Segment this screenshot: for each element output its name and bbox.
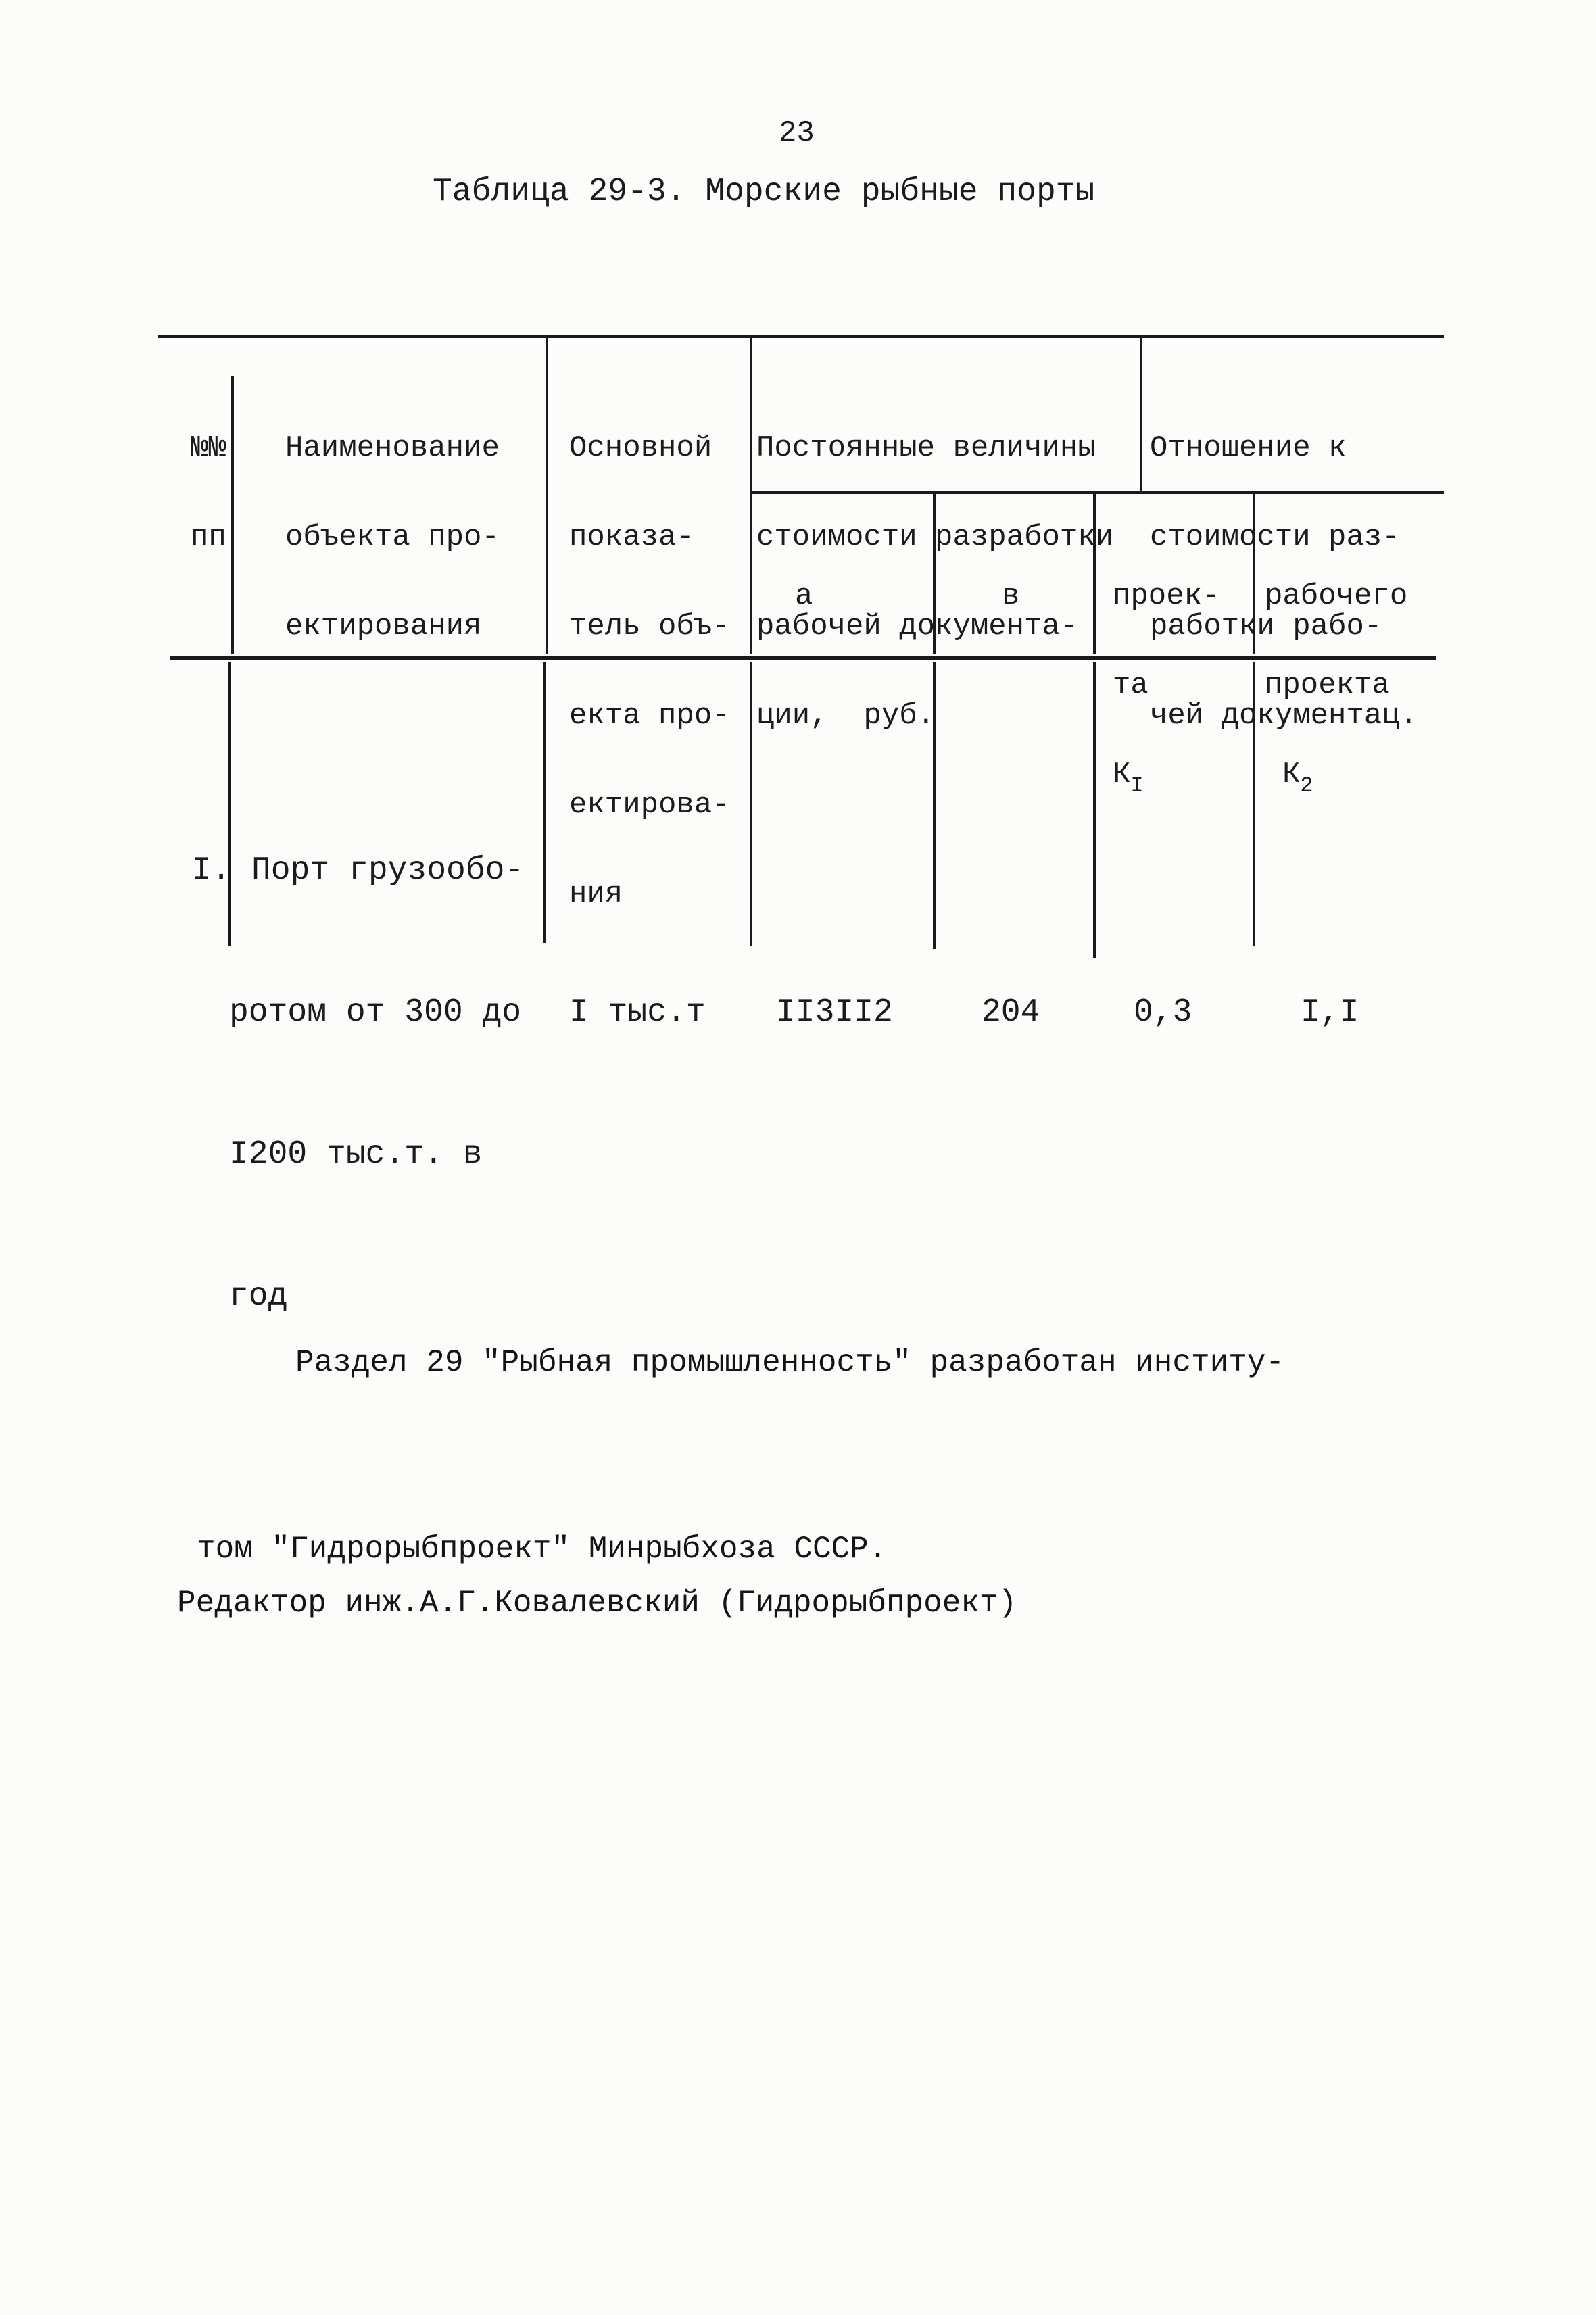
- header-ratio-line: чей документац.: [1150, 699, 1418, 733]
- k1-letter: К: [1113, 758, 1131, 791]
- k1-index: I: [1130, 773, 1144, 798]
- table-top-rule: [158, 335, 1444, 338]
- row-1-k1-value: 0,3: [1134, 994, 1192, 1031]
- header-name-line: ектирования: [285, 610, 482, 643]
- subheader-k2-line: проекта: [1265, 668, 1390, 702]
- header-divider-indicator-constants: [750, 337, 752, 654]
- table-title: Таблица 29-3. Морские рыбные порты: [433, 174, 1095, 210]
- row-divider-indicator-a: [750, 662, 752, 946]
- header-indicator-line: Основной: [569, 431, 712, 465]
- k2-index: 2: [1300, 773, 1313, 798]
- subheader-b-label: в: [1002, 579, 1020, 613]
- subheader-k2-symbol: [1265, 758, 1407, 798]
- row-1-a-value: II3II2: [776, 994, 893, 1031]
- editor-credit: Редактор инж.А.Г.Ковалевский (Гидрорыбпроект): [177, 1586, 1017, 1621]
- header-indicator-line: екта про-: [569, 699, 730, 733]
- subheader-k1: [1113, 522, 1219, 849]
- header-name: [285, 374, 500, 701]
- subheader-k1-symbol: [1113, 758, 1219, 798]
- row-1-a: [776, 894, 893, 1131]
- row-1-name-line: ротом от 300 до: [229, 994, 522, 1031]
- row-1-k1: [1134, 894, 1211, 1131]
- row-1-b: [982, 894, 1059, 1131]
- section-note-line: Раздел 29 "Рыбная промышленность" разработан институ-: [295, 1345, 1285, 1380]
- header-constants-line: рабочей документа-: [756, 610, 1078, 643]
- row-1-k2: [1301, 894, 1378, 1131]
- header-name-line: объекта про-: [285, 520, 500, 554]
- header-constants-line: ции, руб.: [756, 699, 936, 733]
- header-constants-line: стоимости разработки: [756, 520, 1114, 554]
- header-name-line: Наименование: [285, 431, 500, 465]
- k2-letter: К: [1282, 758, 1301, 791]
- subheader-b: [1002, 522, 1073, 671]
- header-ratio-line: Отношение к: [1150, 431, 1347, 465]
- row-1-name-line: год: [229, 1278, 288, 1315]
- section-note-line: том "Гидрорыбпроект" Минрыбхоза СССР.: [197, 1532, 888, 1567]
- row-1-name-line: Порт грузообо-: [251, 852, 525, 889]
- page-number: 23: [779, 116, 815, 150]
- header-indicator-line: показа-: [569, 520, 694, 554]
- header-ratio-line: стоимости раз-: [1150, 520, 1400, 554]
- header-indicator-line: тель объ-: [569, 610, 730, 643]
- header-num-line: №№: [191, 431, 226, 465]
- row-divider-name-indicator: [543, 662, 546, 943]
- section-note: [197, 1207, 1284, 1705]
- header-indicator: [569, 374, 730, 969]
- row-1-num-value: I.: [192, 852, 231, 889]
- subheader-k1-line: проек-: [1113, 579, 1220, 613]
- header-divider-constants-ratio: [1140, 337, 1142, 493]
- row-1-b-value: 204: [982, 994, 1040, 1031]
- subheader-k1-line: та: [1113, 668, 1148, 702]
- header-constants-line: Постоянные величины: [756, 431, 1096, 465]
- row-1-indicator-value: I тыс.т: [569, 994, 706, 1031]
- subheader-k2: [1265, 522, 1407, 849]
- header-num-line: пп: [191, 520, 226, 554]
- header-indicator-line: ектирова-: [569, 788, 730, 822]
- header-divider-name-indicator: [546, 337, 548, 654]
- row-1-k2-value: I,I: [1301, 994, 1359, 1031]
- header-ratio-line: работки рабо-: [1150, 610, 1382, 643]
- subheader-a-label: а: [795, 579, 813, 613]
- header-indicator-line: ния: [569, 877, 623, 911]
- subheader-k2-line: рабочего: [1265, 579, 1408, 613]
- header-num: [191, 374, 262, 612]
- row-1-name-line: I200 тыс.т. в: [229, 1136, 483, 1173]
- subheader-a: [795, 522, 867, 671]
- row-1-indicator: [569, 894, 706, 1131]
